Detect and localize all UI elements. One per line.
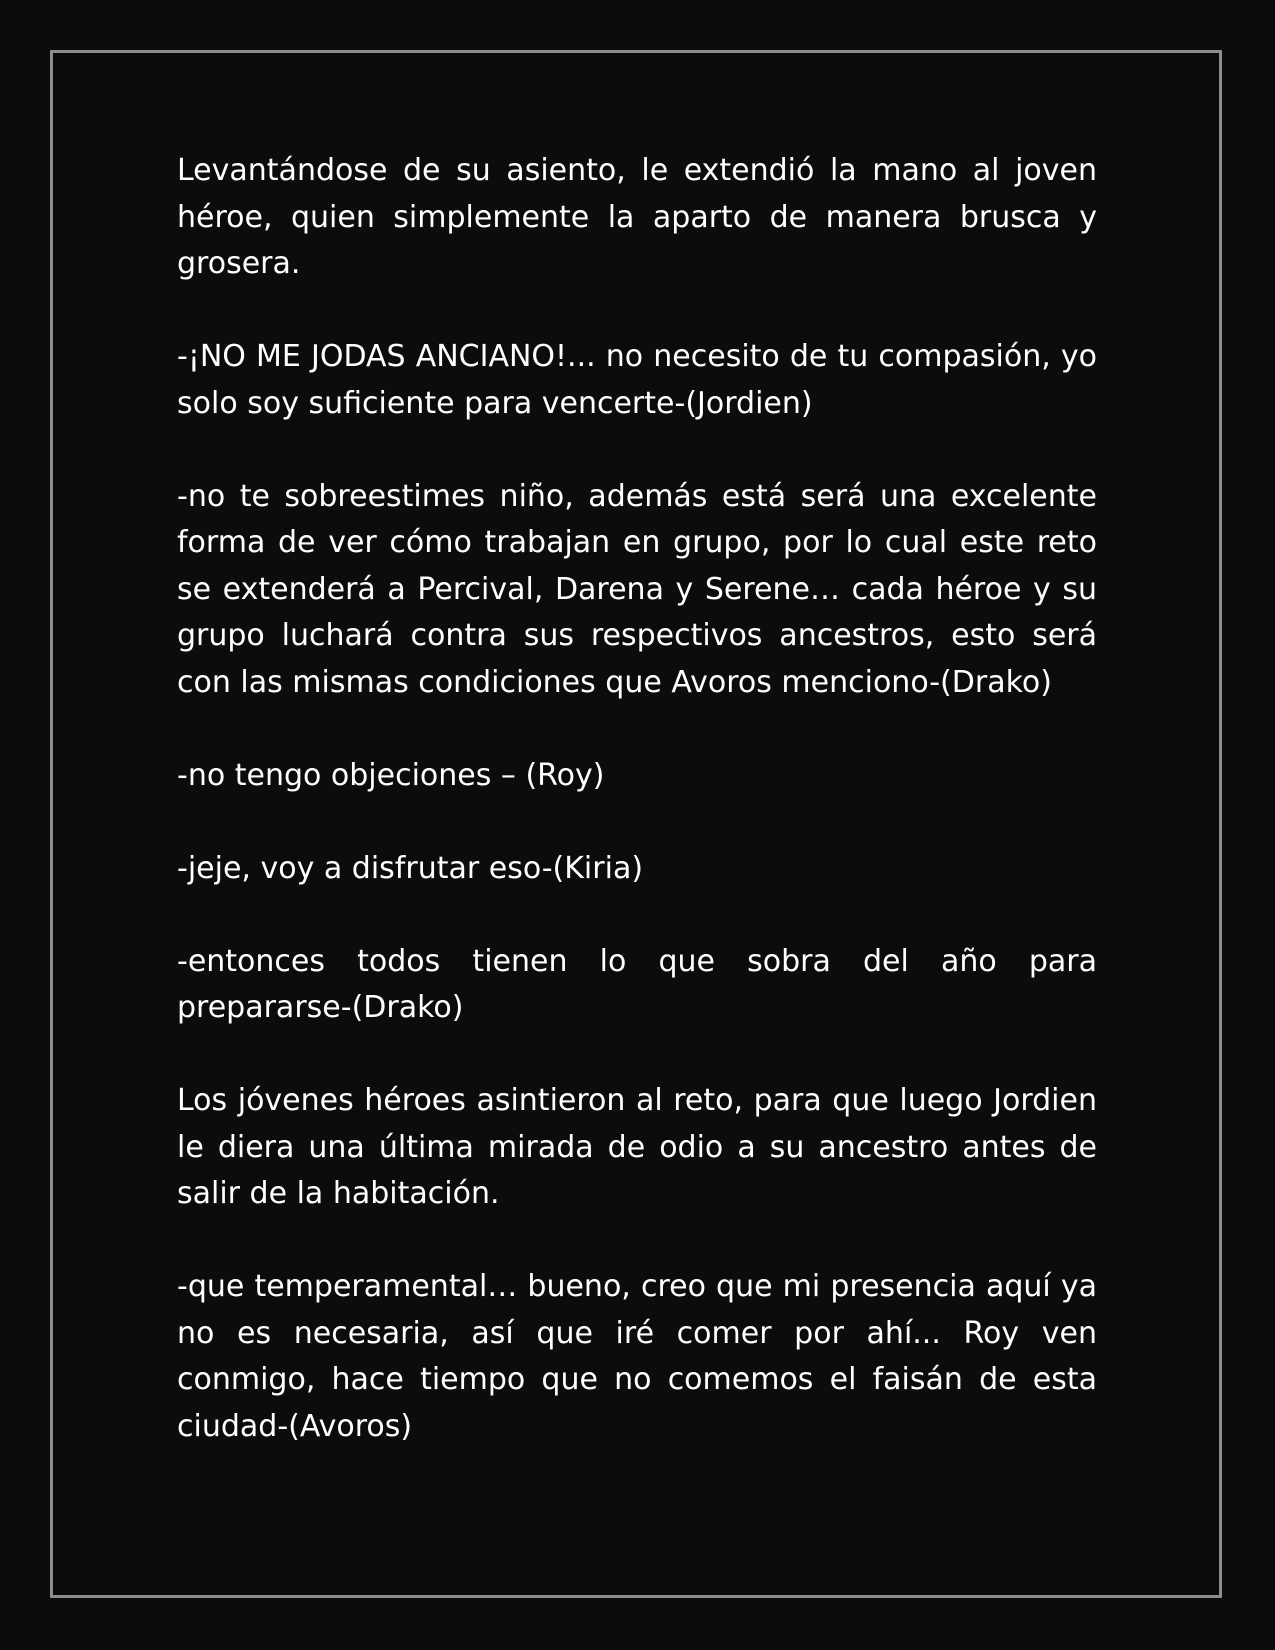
- paragraph-dialogue-roy: -no tengo objeciones – (Roy): [177, 757, 605, 793]
- paragraph-dialogue-jordien: -¡NO ME JODAS ANCIANO!... no necesito de tu compasión, yo solo soy suficiente para vencerte-(Jordien): [177, 339, 1097, 421]
- paragraph-dialogue-avoros: -que temperamental… bueno, creo que mi presencia aquí ya no es necesaria, así que iré comer por ahí... Roy ven conmigo, hace tiempo que no comemos el faisán de esta ciudad-(Avoros): [177, 1269, 1097, 1444]
- story-text: [177, 148, 1097, 1450]
- paragraph-dialogue-drako-2: -entonces todos tienen lo que sobra del año para prepararse-(Drako): [177, 943, 1097, 1025]
- paragraph-narration-1: Levantándose de su asiento, le extendió la mano al joven héroe, quien simplemente la aparto de manera brusca y grosera.: [177, 153, 1097, 281]
- paragraph-dialogue-kiria: -jeje, voy a disfrutar eso-(Kiria): [177, 850, 644, 886]
- paragraph-dialogue-drako-1: -no te sobreestimes niño, además está será una excelente forma de ver cómo trabajan en grupo, por lo cual este reto se extenderá a Percival, Darena y Serene… cada héroe y su grupo luchará contra sus respectivos ancestros, esto será con las mismas condiciones que Avoros menciono-(Drako): [177, 478, 1097, 700]
- paragraph-narration-2: Los jóvenes héroes asintieron al reto, para que luego Jordien le diera una última mirada de odio a su ancestro antes de salir de la habitación.: [177, 1083, 1097, 1211]
